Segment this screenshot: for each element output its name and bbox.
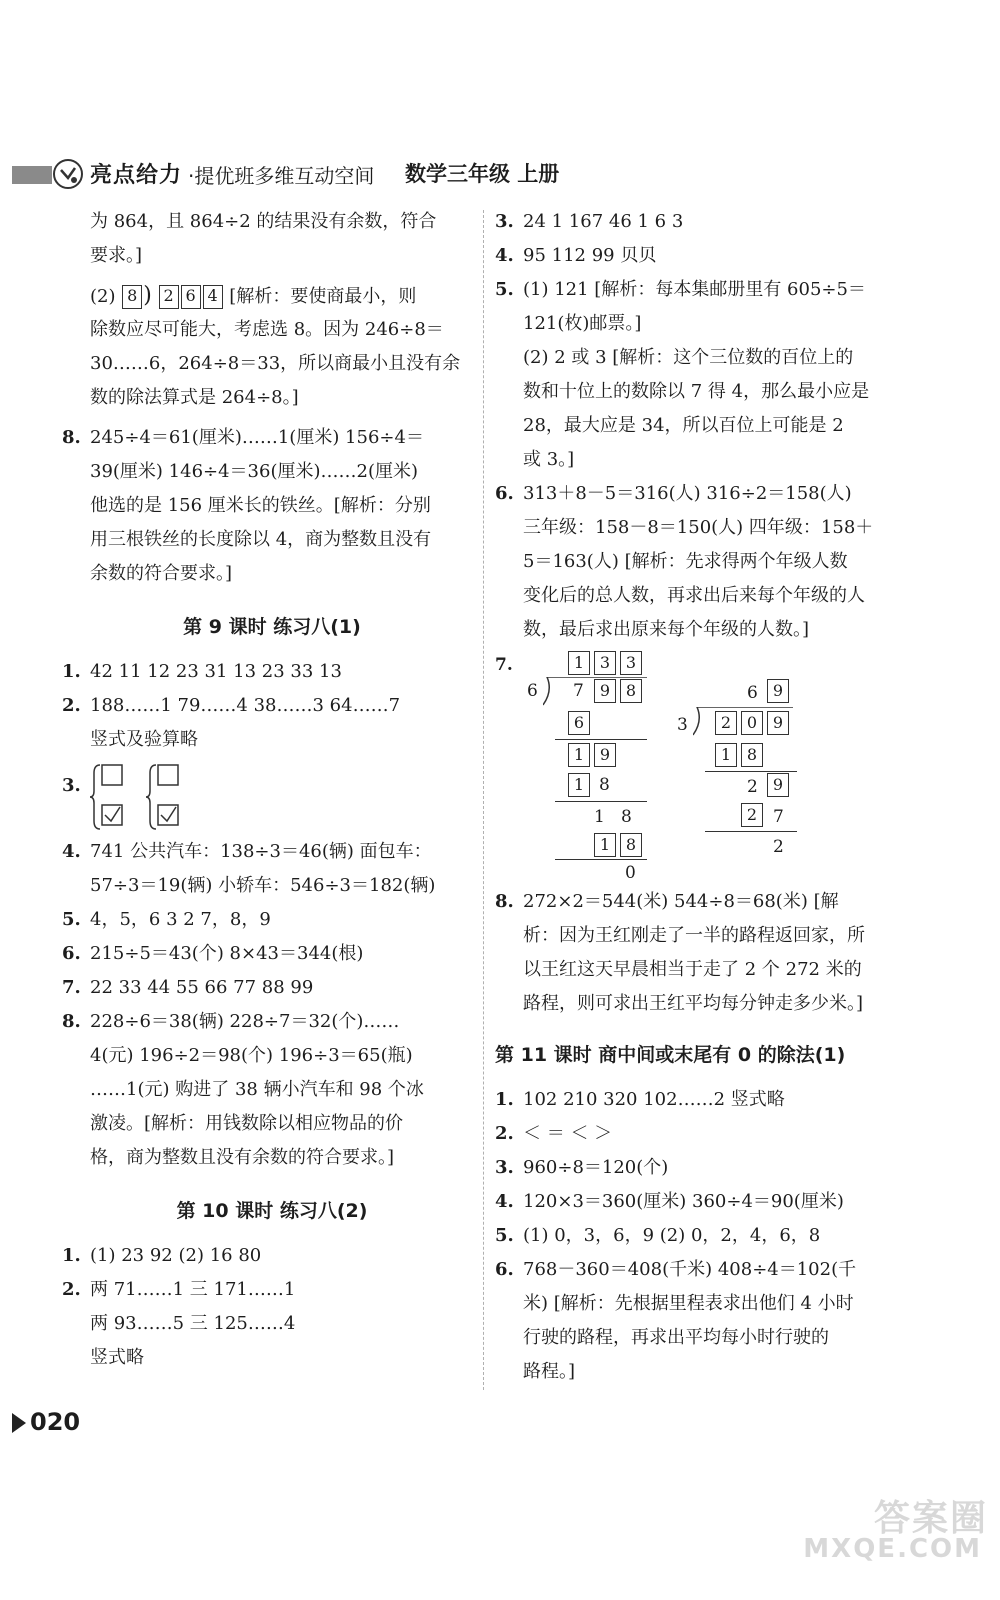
text-line: 57÷3＝19(辆) 小轿车：546÷3＝182(辆) [90, 875, 436, 896]
answer-1 [62, 655, 482, 689]
step-digit-box: 1 [568, 743, 590, 767]
item-number: 2. [495, 1123, 514, 1144]
text-line: 除数应尽可能大，考虑选 8。因为 246÷8＝ [90, 319, 444, 340]
answer-8 [62, 421, 482, 455]
text-line: 他选的是 156 厘米长的铁丝。[解析：分别 [90, 495, 431, 516]
left-column [62, 205, 482, 1375]
division-rule [555, 801, 647, 802]
answer-text: 188……1 79……4 38……3 64……7 [90, 695, 401, 716]
answer-text: (1) 0，3，6，9 (2) 0，2，4，6，8 [523, 1225, 821, 1246]
answer-b1 [62, 1239, 482, 1273]
answer-d6 [495, 1253, 895, 1287]
text-line: 两 93……5 三 125……4 [90, 1313, 296, 1334]
answer-text: 960÷8＝120(个) [523, 1157, 669, 1178]
step-digit-box: 1 [594, 833, 616, 857]
text-line: 为 864，且 864÷2 的结果没有余数，符合 [90, 211, 437, 232]
text-line: 或 3。] [523, 449, 575, 470]
step-digit-box: 8 [620, 833, 642, 857]
answer-text: 313＋8－5＝316(人) 316÷2＝158(人) [523, 483, 852, 504]
answer-d2 [495, 1117, 895, 1151]
text-line: 余数的符合要求。] [90, 563, 233, 584]
item-number: 3. [62, 775, 81, 796]
step-digit-box: 2 [741, 803, 763, 827]
item-number: 8. [495, 891, 514, 912]
item-number: 7. [62, 977, 81, 998]
answer-c8 [495, 885, 895, 919]
answer-text: 两 71……1 三 171……1 [90, 1279, 296, 1300]
answer-text: 215÷5＝43(个) 8×43＝344(根) [90, 943, 364, 964]
dividend-digit-box: 9 [594, 679, 616, 703]
step-digit-box: 8 [741, 743, 763, 767]
watermark: 答案圈 [873, 1498, 988, 1539]
answer-text: 102 210 320 102……2 竖式略 [523, 1089, 785, 1110]
item-number: 6. [495, 1259, 514, 1280]
text-line: 行驶的路程，再求出平均每小时行驶的 [523, 1327, 829, 1348]
quotient-digit-box: 1 [568, 651, 590, 675]
step-digit-box: 1 [568, 773, 590, 797]
quotient-digit-box: 3 [594, 651, 616, 675]
answer-text: 22 33 44 55 66 77 88 99 [90, 977, 314, 998]
answer-text: 245÷4＝61(厘米)……1(厘米) 156÷4＝ [90, 427, 424, 448]
text-line: 数，最后求出原来每个年级的人数。] [523, 619, 810, 640]
digit-box: 8 [122, 285, 142, 309]
dividend-digit-box: 8 [620, 679, 642, 703]
division-rule [555, 859, 647, 860]
checkbox-figure [90, 761, 200, 833]
item-number: 1. [62, 1245, 81, 1266]
text-line: 米) [解析：先根据里程表求出他们 4 小时 [523, 1293, 854, 1314]
answer-c6 [495, 477, 895, 511]
dividend-digit-box: 0 [741, 711, 763, 735]
text-line: 39(厘米) 146÷4＝36(厘米)……2(厘米) [90, 461, 419, 482]
right-column [495, 205, 895, 1389]
text-line: ……1(元) 购进了 38 辆小汽车和 98 个冰 [90, 1079, 424, 1100]
text-line: 析：因为王红刚走了一半的路程返回家，所 [523, 925, 865, 946]
answer-5 [62, 903, 482, 937]
q2-line: (2) 8 ) 2 6 4 [解析：要使商最小，则 [90, 283, 417, 308]
step-digit: 2 [747, 777, 758, 797]
item-number: 4. [62, 841, 81, 862]
text-line: 路程。] [523, 1361, 576, 1382]
text-line: 数和十位上的数除以 7 得 4，那么最小应是 [523, 381, 870, 402]
step-digit-box: 9 [594, 743, 616, 767]
dividend-digit-box: 9 [767, 711, 789, 735]
item-number: 4. [495, 1191, 514, 1212]
answer-c4 [495, 239, 895, 273]
division-rule [555, 739, 647, 740]
section-title-10: 第 10 课时 练习八(2) [176, 1200, 368, 1222]
answer-text: 228÷6＝38(辆) 228÷7＝32(个)…… [90, 1011, 400, 1032]
answer-6 [62, 937, 482, 971]
answer-d4 [495, 1185, 895, 1219]
page-arrow-icon [12, 1413, 26, 1433]
answer-text: ＜ ＝ ＜ ＞ [523, 1123, 613, 1144]
text-line: 5＝163(人) [解析：先求得两个年级人数 [523, 551, 848, 572]
divisor: 6 [527, 681, 538, 701]
text-line: 要求。] [90, 245, 143, 266]
quotient-digit-box: 9 [767, 679, 789, 703]
item-number: 6. [495, 483, 514, 504]
answer-c3 [495, 205, 895, 239]
answer-d5 [495, 1219, 895, 1253]
answer-7 [62, 971, 482, 1005]
item-number: 5. [495, 279, 514, 300]
text-line: 变化后的总人数，再求出后来每个年级的人 [523, 585, 865, 606]
text-line: 30……6，264÷8＝33，所以商最小且没有余 [90, 353, 461, 374]
brand-logo-icon [52, 158, 84, 190]
answer-text: 741 公共汽车：138÷3＝46(辆) 面包车： [90, 841, 432, 862]
answer-text: 24 1 167 46 1 6 3 [523, 211, 684, 232]
quotient-digit-box: 3 [620, 651, 642, 675]
answer-4 [62, 835, 482, 869]
answer-d1 [495, 1083, 895, 1117]
text-line: 28，最大应是 34，所以百位上可能是 2 [523, 415, 844, 436]
step-digits: 1 8 [594, 807, 632, 827]
brand-name: 亮点给力 [90, 163, 183, 188]
answer-text: 42 11 12 23 31 13 23 33 13 [90, 661, 342, 682]
item-number: 3. [495, 1157, 514, 1178]
division-rule [705, 831, 797, 832]
q2-explanation: [解析：要使商最小，则 [229, 286, 417, 307]
dividend-digit-box: 2 [715, 711, 737, 735]
step-digit: 7 [773, 807, 784, 827]
digit-box: 2 [159, 285, 179, 309]
divisor: 3 [677, 715, 688, 735]
brand-subtitle: ·提优班多维互动空间 [188, 164, 375, 188]
item-number: 1. [495, 1089, 514, 1110]
item-number: 1. [62, 661, 81, 682]
remainder: 2 [773, 837, 784, 857]
step-digit-box: 9 [767, 773, 789, 797]
digit-box: 4 [203, 285, 223, 309]
answer-text: 4，5，6 3 2 7，8，9 [90, 909, 271, 930]
text-line: 竖式略 [90, 1347, 144, 1368]
dividend-digit: 7 [573, 681, 584, 701]
q2-label: (2) [90, 286, 116, 307]
text-line: 数的除法算式是 264÷8。] [90, 387, 299, 408]
text-line: 4(元) 196÷2＝98(个) 196÷3＝65(瓶) [90, 1045, 413, 1066]
item-number: 8. [62, 1011, 81, 1032]
item-number: 4. [495, 245, 514, 266]
text-line: 激凌。[解析：用钱数除以相应物品的价 [90, 1113, 404, 1134]
answer-text: 768－360＝408(千米) 408÷4＝102(千 [523, 1259, 857, 1280]
item-number: 8. [62, 427, 81, 448]
answer-3 [62, 757, 482, 835]
watermark-url: MXQE.COM [803, 1534, 982, 1564]
text-line: 路程，则可求出王红平均每分钟走多少米。] [523, 993, 864, 1014]
remainder: 0 [625, 863, 636, 883]
item-number: 5. [495, 1225, 514, 1246]
item-number: 6. [62, 943, 81, 964]
answer-text: (1) 121 [解析：每本集邮册里有 605÷5＝ [523, 279, 866, 300]
page-header [12, 152, 612, 196]
text-line: (2) 2 或 3 [解析：这个三位数的百位上的 [523, 347, 854, 368]
answer-c5 [495, 273, 895, 307]
digit-box: 6 [181, 285, 201, 309]
text-line: 用三根铁丝的长度除以 4，商为整数且没有 [90, 529, 432, 550]
column-divider [483, 210, 484, 1390]
quotient-digit: 6 [747, 683, 758, 703]
text-line: 格，商为整数且没有余数的符合要求。] [90, 1147, 395, 1168]
answer-d3 [495, 1151, 895, 1185]
text-line: 三年级：158－8＝150(人) 四年级：158＋ [523, 517, 874, 538]
item-number: 3. [495, 211, 514, 232]
answer-text: (1) 23 92 (2) 16 80 [90, 1245, 262, 1266]
answer-b2 [62, 1273, 482, 1307]
division-rule [705, 771, 797, 772]
step-digit: 8 [599, 775, 610, 795]
subject-title: 数学三年级 上册 [405, 162, 560, 186]
item-number: 7. [495, 655, 513, 675]
item-number: 2. [62, 695, 81, 716]
answer-text: 120×3＝360(厘米) 360÷4＝90(厘米) [523, 1191, 844, 1212]
answer-text: 272×2＝544(米) 544÷8＝68(米) [解 [523, 891, 839, 912]
page-number-text: 020 [30, 1408, 81, 1436]
section-title-9: 第 9 课时 练习八(1) [183, 616, 361, 638]
text-line: 121(枚)邮票。] [523, 313, 642, 334]
answer-2 [62, 689, 482, 723]
section-title-11: 第 11 课时 商中间或末尾有 0 的除法(1) [495, 1044, 846, 1066]
item-number: 2. [62, 1279, 81, 1300]
answer-c7-long-division [495, 647, 895, 885]
answer-text: 95 112 99 贝贝 [523, 245, 657, 266]
answer-8b [62, 1005, 482, 1039]
page-number [12, 1408, 80, 1436]
item-number: 5. [62, 909, 81, 930]
step-digit-box: 1 [715, 743, 737, 767]
step-digit-box: 6 [568, 711, 590, 735]
text-line: 以王红这天早晨相当于走了 2 个 272 米的 [523, 959, 862, 980]
text-line: 竖式及验算略 [90, 729, 198, 750]
header-bar [12, 166, 52, 184]
